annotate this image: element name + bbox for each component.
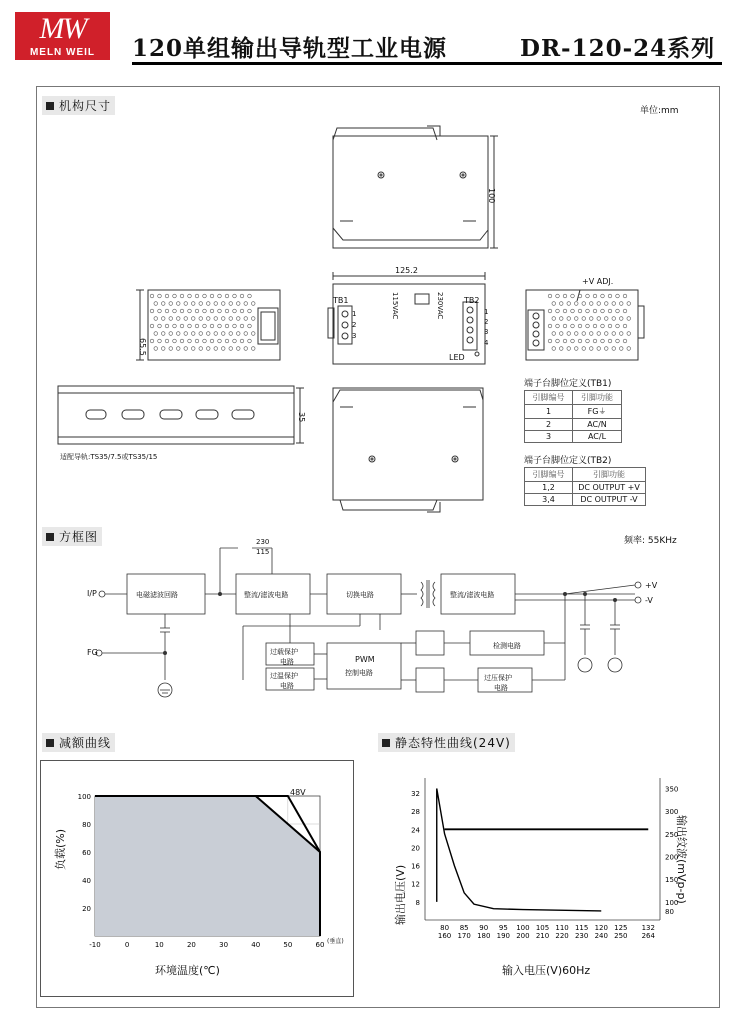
logo-name: MELN WEIL — [29, 47, 96, 58]
tb1-table — [524, 390, 622, 443]
derating-chart — [60, 770, 350, 970]
static-left-tick: 20 — [411, 844, 420, 853]
tb2-table-title: 端子台脚位定义(TB2) — [524, 456, 612, 466]
derating-y-tick: 80 — [82, 821, 91, 829]
emi-filter-block: 电磁滤波回路 — [136, 591, 178, 599]
tb2-pin-2: 2 — [484, 318, 489, 326]
static-ripple-line — [437, 789, 602, 911]
tb1-table-title: 端子台脚位定义(TB1) — [524, 379, 612, 389]
static-grid — [425, 778, 660, 920]
tb2-header-func: 引脚功能 — [573, 468, 646, 482]
tb1-cell: AC/L — [573, 431, 622, 443]
ocp-block-1: 过载保护 — [270, 648, 298, 656]
derating-label-48v: 48V — [290, 788, 306, 797]
tb1-cell: FG⏚ — [573, 405, 622, 419]
static-left-tick: 28 — [411, 808, 420, 817]
static-x-tick-top: 95 — [498, 924, 508, 932]
input-label: I/P — [87, 589, 97, 598]
static-left-tick: 24 — [411, 826, 420, 835]
page-title: 120单组输出导轨型工业电源 — [132, 35, 448, 62]
tb1-header-pin: 引脚编号 — [525, 391, 573, 405]
ocp-block-2: 电路 — [280, 658, 294, 666]
derating-x-tick: 40 — [251, 941, 261, 949]
static-left-tick: 8 — [415, 898, 420, 907]
logo-mark: MW — [39, 12, 86, 45]
derating-x-tick: 10 — [154, 941, 164, 949]
square-bullet-icon — [46, 533, 54, 541]
derating-xlabel: 环境温度(℃) — [155, 964, 220, 977]
dim-width: 125.2 — [395, 266, 418, 275]
static-left-tick: 16 — [411, 862, 420, 871]
tb2-cell: DC OUTPUT -V — [573, 494, 646, 506]
static-left-tick: 32 — [411, 790, 420, 799]
derating-area-12v24v — [95, 796, 320, 936]
derating-series — [95, 796, 320, 936]
static-x-tick-top: 105 — [535, 924, 550, 932]
brand-logo — [15, 12, 110, 60]
dim-height: 100 — [487, 188, 496, 204]
pwm-block-1: PWM — [355, 655, 375, 664]
tb1-cell: 1 — [525, 405, 573, 419]
tb1-pin-1: 1 — [352, 310, 357, 318]
static-x-tick-bottom: 230 — [574, 932, 589, 940]
fg-label: FG — [87, 648, 98, 657]
tb1-pin-3: 3 — [352, 332, 357, 340]
static-x-tick-top: 120 — [594, 924, 608, 932]
static-x-tick-bottom: 170 — [457, 932, 471, 940]
static-right-tick: 250 — [665, 830, 679, 839]
derating-x-tick: 30 — [219, 941, 229, 949]
derating-x-tick: 0 — [124, 941, 130, 949]
derating-x-tick: 50 — [283, 941, 293, 949]
pwm-block-2: 控制电路 — [345, 669, 373, 677]
output-positive: +V — [645, 581, 658, 590]
static-right-tick: 80 — [665, 907, 674, 916]
switching-block: 切换电路 — [346, 591, 374, 599]
static-ticks — [411, 786, 678, 940]
static-x-tick-bottom: 264 — [641, 932, 655, 940]
static-right-tick: 100 — [665, 898, 679, 907]
dim-rail: 35 — [297, 412, 306, 423]
derating-x-tick: 20 — [186, 941, 196, 949]
unit-label: 单位:mm — [640, 106, 679, 116]
derating-x-tick: 60 — [315, 941, 325, 949]
static-chart — [395, 770, 695, 960]
rail-note: 适配导轨:TS35/7.5或TS35/15 — [60, 453, 158, 461]
static-x-tick-bottom: 240 — [594, 932, 608, 940]
static-right-tick: 150 — [665, 876, 679, 885]
static-x-tick-bottom: 250 — [614, 932, 628, 940]
static-x-tick-bottom: 190 — [496, 932, 511, 940]
derating-ylabel: 负载(%) — [54, 828, 67, 870]
tb2-pin-4: 4 — [484, 339, 489, 347]
tb1-cell: 2 — [525, 419, 573, 431]
tb1-cell: 3 — [525, 431, 573, 443]
derating-x-unit: (垂直) — [327, 938, 344, 945]
derating-y-tick: 20 — [82, 905, 91, 913]
switch-115-label: 115 — [256, 548, 270, 556]
derating-x-tick: -10 — [89, 941, 101, 949]
derating-y-tick: 40 — [82, 877, 91, 885]
static-ylabel-right: 输出纹波(mVp-p) — [675, 815, 688, 904]
tb2-pin-1: 1 — [484, 308, 489, 316]
static-x-tick-bottom: 220 — [555, 932, 569, 940]
square-bullet-icon — [46, 739, 54, 747]
static-x-tick-bottom: 160 — [437, 932, 452, 940]
tb2-header-pin: 引脚编号 — [525, 468, 573, 482]
tb1-label: TB1 — [333, 296, 349, 305]
section-mechanical-title: 机构尺寸 — [42, 96, 115, 115]
static-x-tick-top: 132 — [641, 924, 655, 932]
square-bullet-icon — [382, 739, 390, 747]
tb2-label: TB2 — [464, 296, 480, 305]
derating-y-tick: 100 — [77, 793, 91, 801]
tb2-table — [524, 467, 646, 506]
switch-115: 115VAC — [391, 292, 399, 320]
section-derating-title: 减额曲线 — [42, 733, 115, 752]
otp-block-1: 过温保护 — [270, 672, 298, 680]
static-right-tick: 300 — [665, 808, 679, 817]
tb1-cell: AC/N — [573, 419, 622, 431]
ovp-block-1: 过压保护 — [484, 674, 512, 682]
tb1-pin-2: 2 — [352, 321, 357, 329]
section-static-title: 静态特性曲线(24V) — [378, 733, 515, 752]
otp-block-2: 电路 — [280, 682, 294, 690]
detect-block: 检测电路 — [493, 642, 521, 650]
tb2-cell: 1,2 — [525, 482, 573, 494]
tb2-cell: DC OUTPUT +V — [573, 482, 646, 494]
static-x-tick-top: 110 — [555, 924, 569, 932]
tb1-header-func: 引脚功能 — [573, 391, 622, 405]
rectifier-block-2: 整流/滤波电路 — [450, 591, 495, 599]
vadj-label: +V ADJ. — [582, 277, 614, 286]
block-diagram — [80, 540, 660, 705]
tb2-pin-3: 3 — [484, 328, 489, 336]
section-block-title: 方框图 — [42, 527, 102, 546]
static-xlabel: 输入电压(V)60Hz — [502, 964, 591, 977]
led-label: LED — [449, 353, 465, 362]
static-x-tick-top: 90 — [479, 924, 489, 932]
series-title: DR-120-24系列 — [520, 35, 716, 62]
static-series — [437, 789, 649, 911]
static-x-tick-bottom: 180 — [477, 932, 491, 940]
switch-230-label: 230 — [256, 538, 270, 546]
static-x-tick-top: 125 — [614, 924, 628, 932]
static-x-tick-top: 115 — [574, 924, 589, 932]
tb2-cell: 3,4 — [525, 494, 573, 506]
static-x-tick-top: 80 — [440, 924, 450, 932]
ovp-block-2: 电路 — [494, 684, 508, 692]
static-x-tick-bottom: 200 — [516, 932, 530, 940]
output-negative: -V — [645, 596, 653, 605]
static-x-tick-top: 85 — [459, 924, 469, 932]
static-right-tick: 350 — [665, 785, 679, 794]
static-right-tick: 200 — [665, 853, 679, 862]
rectifier-block-1: 整流/滤波电路 — [244, 591, 289, 599]
static-ylabel-left: 输出电压(V) — [394, 864, 407, 925]
derating-y-tick: 60 — [82, 849, 91, 857]
header-rule — [132, 62, 722, 65]
square-bullet-icon — [46, 102, 54, 110]
static-x-tick-top: 100 — [516, 924, 530, 932]
static-left-tick: 12 — [411, 880, 420, 889]
frequency-label: 频率: 55KHz — [624, 536, 677, 546]
switch-230: 230VAC — [436, 292, 444, 320]
static-x-tick-bottom: 210 — [535, 932, 550, 940]
dim-side: 65.5 — [138, 338, 147, 356]
